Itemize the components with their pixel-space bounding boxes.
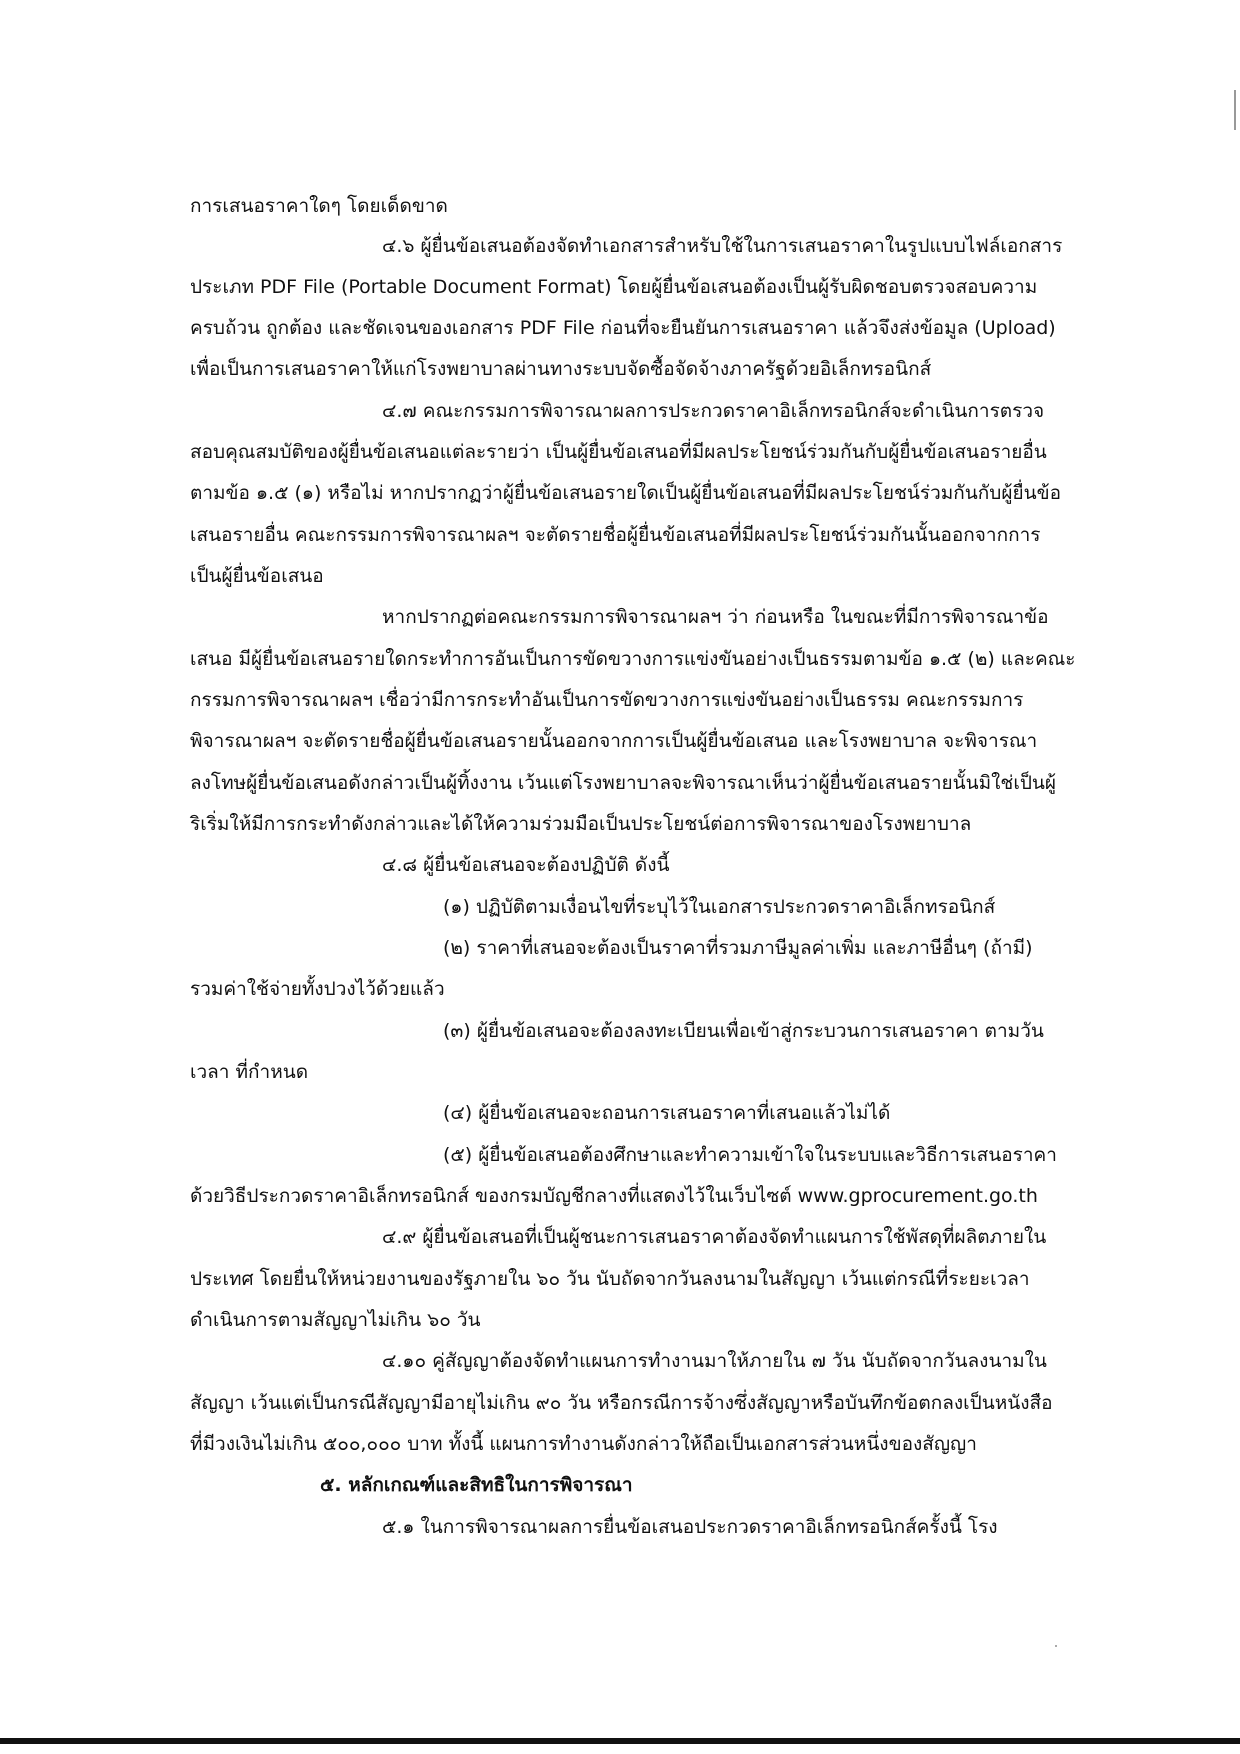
list-item-1: (๑) ปฏิบัติตามเงื่อนไขที่ระบุไว้ในเอกสารประกวดราคาอิเล็กทรอนิกส์ xyxy=(443,896,996,918)
list-item-5: (๕) ผู้ยื่นข้อเสนอต้องศึกษาและทำความเข้าใจในระบบและวิธีการเสนอราคา xyxy=(443,1144,1057,1166)
bottom-scan-border xyxy=(0,1738,1240,1744)
text-line: ประเทศ โดยยื่นให้หน่วยงานของรัฐภายใน ๖๐ วัน นับถัดจากวันลงนามในสัญญา เว้นแต่กรณีที่ระยะเวลา xyxy=(190,1268,1030,1290)
text-line: เพื่อเป็นการเสนอราคาให้แก่โรงพยาบาลผ่านทางระบบจัดซื้อจัดจ้างภาครัฐด้วยอิเล็กทรอนิกส์ xyxy=(190,358,932,380)
paragraph-start-line: หากปรากฏต่อคณะกรรมการพิจารณาผลฯ ว่า ก่อนหรือ ในขณะที่มีการพิจารณาข้อ xyxy=(382,606,1049,628)
section-4-7-heading-line: ๔.๗ คณะกรรมการพิจารณาผลการประกวดราคาอิเล็กทรอนิกส์จะดำเนินการตรวจ xyxy=(382,400,1045,422)
text-line: การเสนอราคาใดๆ โดยเด็ดขาด xyxy=(190,195,448,217)
text-line: เสนอรายอื่น คณะกรรมการพิจารณาผลฯ จะตัดรายชื่อผู้ยื่นข้อเสนอที่มีผลประโยชน์ร่วมกันนั้นออกจากการ xyxy=(190,524,1041,546)
text-line: ประเภท PDF File (Portable Document Format) โดยผู้ยื่นข้อเสนอต้องเป็นผู้รับผิดชอบตรวจสอบความ xyxy=(190,276,1038,298)
section-4-10-heading-line: ๔.๑๐ คู่สัญญาต้องจัดทำแผนการทำงานมาให้ภายใน ๗ วัน นับถัดจากวันลงนามใน xyxy=(382,1350,1047,1372)
text-line: กรรมการพิจารณาผลฯ เชื่อว่ามีการกระทำอันเป็นการขัดขวางการแข่งขันอย่างเป็นธรรม คณะกรรมการ xyxy=(190,689,1024,711)
text-line: ดำเนินการตามสัญญาไม่เกิน ๖๐ วัน xyxy=(190,1309,481,1331)
section-4-8-heading-line: ๔.๘ ผู้ยื่นข้อเสนอจะต้องปฏิบัติ ดังนี้ xyxy=(382,854,670,876)
text-line: ตามข้อ ๑.๕ (๑) หรือไม่ หากปรากฏว่าผู้ยื่นข้อเสนอรายใดเป็นผู้ยื่นข้อเสนอที่มีผลประโยชน์ร่วมกันกับผู้ยื่นข้อ xyxy=(190,482,1061,504)
list-item-2: (๒) ราคาที่เสนอจะต้องเป็นราคาที่รวมภาษีมูลค่าเพิ่ม และภาษีอื่นๆ (ถ้ามี) xyxy=(443,937,1033,959)
text-line: เป็นผู้ยื่นข้อเสนอ xyxy=(190,565,324,587)
text-line: ริเริ่มให้มีการกระทำดังกล่าวและได้ให้ความร่วมมือเป็นประโยชน์ต่อการพิจารณาของโรงพยาบาล xyxy=(190,813,972,835)
scan-edge-mark xyxy=(1234,90,1236,130)
section-5-1-heading-line: ๕.๑ ในการพิจารณาผลการยื่นข้อเสนอประกวดราคาอิเล็กทรอนิกส์ครั้งนี้ โรง xyxy=(382,1516,998,1538)
text-line: เสนอ มีผู้ยื่นข้อเสนอรายใดกระทำการอันเป็นการขัดขวางการแข่งขันอย่างเป็นธรรมตามข้อ ๑.๕ (๒) และคณะ xyxy=(190,648,1076,670)
text-line: รวมค่าใช้จ่ายทั้งปวงไว้ด้วยแล้ว xyxy=(190,978,445,1000)
section-4-9-heading-line: ๔.๙ ผู้ยื่นข้อเสนอที่เป็นผู้ชนะการเสนอราคาต้องจัดทำแผนการใช้พัสดุที่ผลิตภายใน xyxy=(382,1226,1047,1248)
list-item-4: (๔) ผู้ยื่นข้อเสนอจะถอนการเสนอราคาที่เสนอแล้วไม่ได้ xyxy=(443,1102,891,1124)
section-5-heading: ๕. หลักเกณฑ์และสิทธิในการพิจารณา xyxy=(320,1474,633,1496)
section-4-6-heading-line: ๔.๖ ผู้ยื่นข้อเสนอต้องจัดทำเอกสารสำหรับใช้ในการเสนอราคาในรูปแบบไฟล์เอกสาร xyxy=(382,235,1063,257)
text-line: ครบถ้วน ถูกต้อง และชัดเจนของเอกสาร PDF File ก่อนที่จะยืนยันการเสนอราคา แล้วจึงส่งข้อมูล (Upload) xyxy=(190,317,1056,339)
text-line: ที่มีวงเงินไม่เกิน ๕๐๐,๐๐๐ บาท ทั้งนี้ แผนการทำงานดังกล่าวให้ถือเป็นเอกสารส่วนหนึ่งของสัญญา xyxy=(190,1433,977,1455)
text-line: สอบคุณสมบัติของผู้ยื่นข้อเสนอแต่ละรายว่า เป็นผู้ยื่นข้อเสนอที่มีผลประโยชน์ร่วมกันกับผู้ยื่นข้อเสนอรายอื่น xyxy=(190,441,1047,463)
text-line: สัญญา เว้นแต่เป็นกรณีสัญญามีอายุไม่เกิน ๙๐ วัน หรือกรณีการจ้างซึ่งสัญญาหรือบันทึกข้อตกลงเป็นหนังสือ xyxy=(190,1392,1053,1414)
scan-speck xyxy=(1055,1645,1057,1647)
text-line: ลงโทษผู้ยื่นข้อเสนอดังกล่าวเป็นผู้ทิ้งงาน เว้นแต่โรงพยาบาลจะพิจารณาเห็นว่าผู้ยื่นข้อเสนอรายนั้นมิใช่เป็นผู้ xyxy=(190,772,1057,794)
text-line: พิจารณาผลฯ จะตัดรายชื่อผู้ยื่นข้อเสนอรายนั้นออกจากการเป็นผู้ยื่นข้อเสนอ และโรงพยาบาล จะพิจารณา xyxy=(190,730,1038,752)
list-item-3: (๓) ผู้ยื่นข้อเสนอจะต้องลงทะเบียนเพื่อเข้าสู่กระบวนการเสนอราคา ตามวัน xyxy=(443,1020,1044,1042)
text-line: เวลา ที่กำหนด xyxy=(190,1061,309,1083)
text-line: ด้วยวิธีประกวดราคาอิเล็กทรอนิกส์ ของกรมบัญชีกลางที่แสดงไว้ในเว็บไซต์ www.gprocurement.go.th xyxy=(190,1185,1038,1207)
